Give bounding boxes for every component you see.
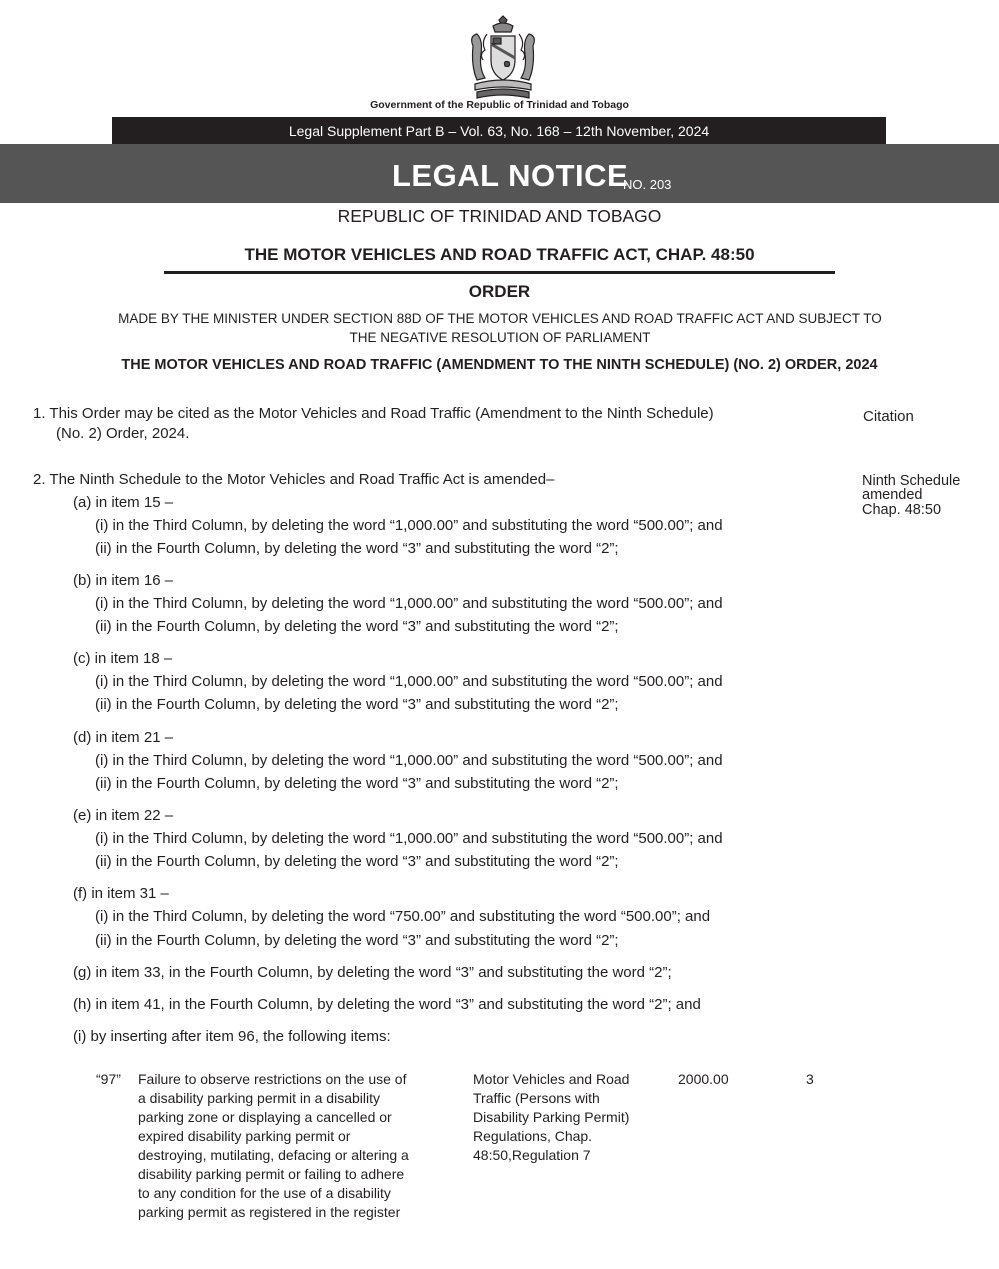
description-line: to any condition for the use of a disability bbox=[138, 1185, 391, 1201]
republic-heading: REPUBLIC OF TRINIDAD AND TOBAGO bbox=[337, 206, 662, 226]
amendment-subitem: (ii) in the Fourth Column, by deleting the word “3” and substituting the word “2”; bbox=[95, 540, 619, 557]
act-title: THE MOTOR VEHICLES AND ROAD TRAFFIC ACT, CHAP. 48:50 bbox=[244, 245, 755, 264]
margin-note-amended: amended bbox=[862, 487, 923, 503]
made-by-statement bbox=[60, 309, 940, 347]
made-by-line-2: THE NEGATIVE RESOLUTION OF PARLIAMENT bbox=[349, 330, 651, 345]
description-line: expired disability parking permit or bbox=[138, 1128, 351, 1144]
legal-notice-title: LEGAL NOTICE bbox=[392, 158, 629, 193]
amendment-item-head: (e) in item 22 – bbox=[73, 807, 174, 824]
amendment-item-head: (a) in item 15 – bbox=[73, 494, 174, 511]
margin-note-chapter: Chap. 48:50 bbox=[862, 502, 942, 518]
section-1-line-2: (No. 2) Order, 2024. bbox=[56, 425, 190, 442]
title-rule bbox=[164, 271, 835, 274]
schedule-item-regulation bbox=[473, 1070, 629, 1165]
description-line: parking zone or displaying a cancelled or bbox=[138, 1109, 392, 1125]
government-name: Government of the Republic of Trinidad and Tobago bbox=[370, 99, 629, 111]
legal-notice-banner bbox=[0, 144, 999, 203]
order-heading: ORDER bbox=[468, 282, 531, 301]
regulation-line: Motor Vehicles and Road bbox=[473, 1071, 630, 1087]
amendment-item-i: (i) by inserting after item 96, the following items: bbox=[73, 1028, 391, 1045]
schedule-item-fine: 2000.00 bbox=[678, 1071, 729, 1087]
amendment-item-g: (g) in item 33, in the Fourth Column, by deleting the word “3” and substituting the word “2”; bbox=[73, 964, 672, 981]
amendment-subitem: (i) in the Third Column, by deleting the word “1,000.00” and substituting the word “500.00”; and bbox=[95, 517, 723, 534]
amendment-subitem: (i) in the Third Column, by deleting the word “750.00” and substituting the word “500.00”; and bbox=[95, 908, 711, 925]
regulation-line: Disability Parking Permit) bbox=[473, 1109, 630, 1125]
schedule-item-description bbox=[138, 1070, 409, 1222]
amendment-subitem: (i) in the Third Column, by deleting the word “1,000.00” and substituting the word “500.00”; and bbox=[95, 752, 723, 769]
made-by-line-1: MADE BY THE MINISTER UNDER SECTION 88D OF THE MOTOR VEHICLES AND ROAD TRAFFIC ACT AND SUBJECT TO bbox=[118, 311, 882, 326]
amendment-subitem: (ii) in the Fourth Column, by deleting the word “3” and substituting the word “2”; bbox=[95, 853, 619, 870]
amendment-subitem: (i) in the Third Column, by deleting the word “1,000.00” and substituting the word “500.00”; and bbox=[95, 830, 723, 847]
amendment-item-head: (d) in item 21 – bbox=[73, 729, 174, 746]
description-line: disability parking permit or failing to adhere bbox=[138, 1166, 405, 1182]
amendment-subitem: (ii) in the Fourth Column, by deleting the word “3” and substituting the word “2”; bbox=[95, 775, 619, 792]
amendment-subitem: (i) in the Third Column, by deleting the word “1,000.00” and substituting the word “500.00”; and bbox=[95, 595, 723, 612]
regulation-line: Regulations, Chap. bbox=[473, 1128, 593, 1144]
margin-note-citation: Citation bbox=[863, 408, 914, 425]
coat-of-arms-emblem bbox=[465, 14, 541, 100]
amendment-subitem: (i) in the Third Column, by deleting the word “1,000.00” and substituting the word “500.00”; and bbox=[95, 673, 723, 690]
regulation-line: 48:50,Regulation 7 bbox=[473, 1147, 591, 1163]
amendment-subitem: (ii) in the Fourth Column, by deleting the word “3” and substituting the word “2”; bbox=[95, 618, 619, 635]
description-line: Failure to observe restrictions on the use of bbox=[138, 1071, 407, 1087]
margin-note-ninth-schedule: Ninth Schedule bbox=[862, 473, 961, 489]
amendment-subitem: (ii) in the Fourth Column, by deleting the word “3” and substituting the word “2”; bbox=[95, 696, 619, 713]
amendment-item-head: (c) in item 18 – bbox=[73, 650, 173, 667]
amendment-item-h: (h) in item 41, in the Fourth Column, by deleting the word “3” and substituting the word “2”; and bbox=[73, 996, 701, 1013]
section-2-intro: 2. The Ninth Schedule to the Motor Vehicles and Road Traffic Act is amended– bbox=[33, 471, 555, 488]
amendment-subitem: (ii) in the Fourth Column, by deleting the word “3” and substituting the word “2”; bbox=[95, 932, 619, 949]
schedule-item-number: “97” bbox=[96, 1071, 121, 1087]
legal-supplement-banner: Legal Supplement Part B – Vol. 63, No. 168 – 12th November, 2024 bbox=[112, 117, 886, 145]
description-line: destroying, mutilating, defacing or altering a bbox=[138, 1147, 409, 1163]
schedule-item-points: 3 bbox=[806, 1071, 814, 1087]
amendment-item-head: (b) in item 16 – bbox=[73, 572, 174, 589]
order-title: THE MOTOR VEHICLES AND ROAD TRAFFIC (AMENDMENT TO THE NINTH SCHEDULE) (NO. 2) ORDER, 2024 bbox=[121, 357, 878, 373]
section-1-line-1: 1. This Order may be cited as the Motor Vehicles and Road Traffic (Amendment to the Ninth Schedule) bbox=[33, 405, 714, 422]
regulation-line: Traffic (Persons with bbox=[473, 1090, 600, 1106]
description-line: a disability parking permit in a disability bbox=[138, 1090, 380, 1106]
description-line: parking permit as registered in the register bbox=[138, 1204, 401, 1220]
legal-notice-number: NO. 203 bbox=[623, 177, 672, 192]
amendment-item-head: (f) in item 31 – bbox=[73, 885, 169, 902]
